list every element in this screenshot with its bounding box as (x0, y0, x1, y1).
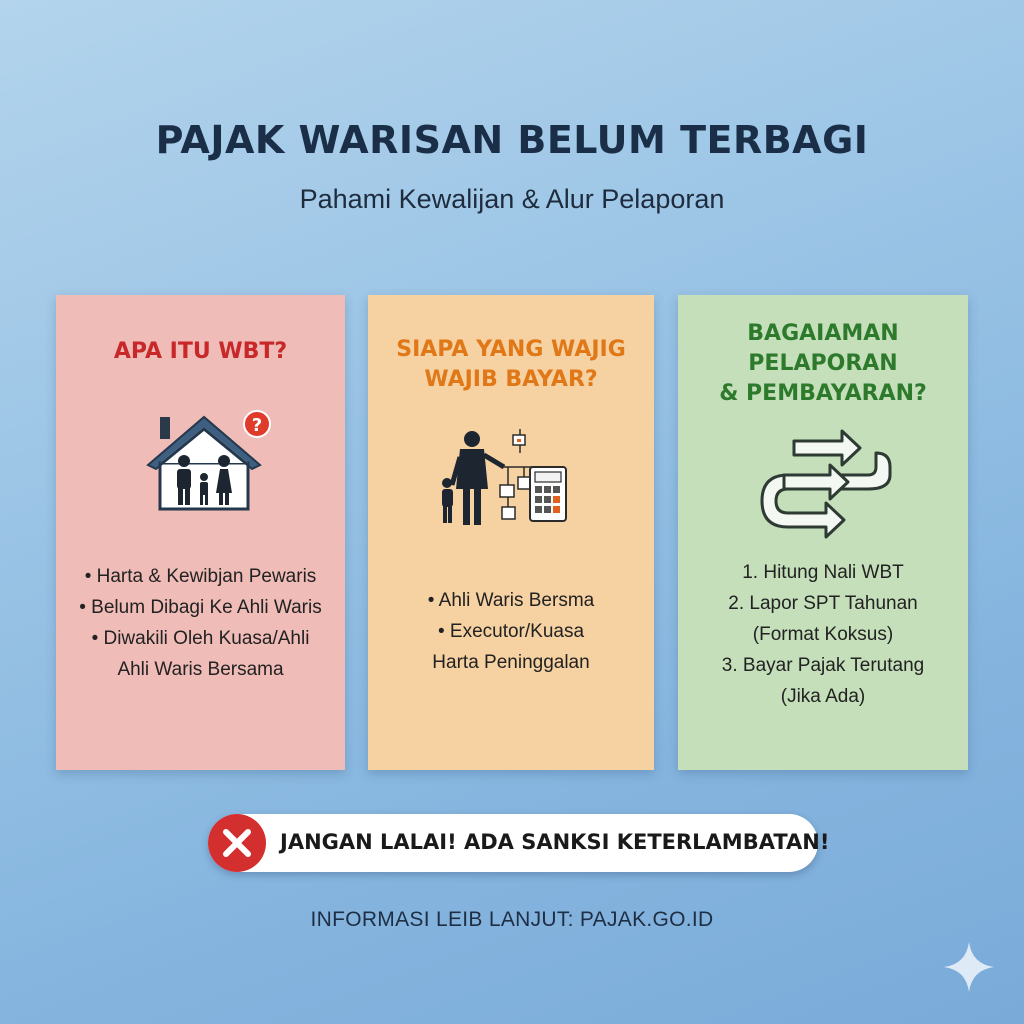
flow-arrows-icon (754, 427, 894, 539)
list-item: 2. Lapor SPT Tahunan (728, 593, 918, 614)
page-title: PAJAK WARISAN BELUM TERBAGI (155, 118, 869, 162)
card-heading-line: PELAPORAN (748, 351, 898, 376)
card-who-pays (368, 295, 654, 770)
card-heading-line: SIAPA YANG WAJIG (396, 337, 626, 362)
list-item: • Executor/Kuasa (437, 621, 585, 642)
card-list (378, 585, 644, 678)
card-what-is-wbt (56, 295, 345, 770)
sparkle-icon (944, 942, 994, 992)
warning-text: JANGAN LALAI! ADA SANKSI KETERLAMBATAN! (280, 830, 830, 854)
warning-banner (208, 814, 830, 872)
person-child-calculator-icon (438, 429, 568, 529)
list-item: Harta Peninggalan (432, 652, 590, 673)
page-subtitle: Pahami Kewalijan & Alur Pelaporan (299, 184, 725, 214)
list-item: Ahli Waris Bersama (117, 659, 284, 680)
list-item: • Belum Dibagi Ke Ahli Waris (79, 597, 322, 618)
card-heading (688, 319, 958, 409)
card-heading-line: BAGAIAMAN (747, 321, 899, 346)
list-item: 1. Hitung Nali WBT (742, 562, 904, 583)
card-reporting-payment (678, 295, 968, 770)
card-heading-line: APA ITU WBT? (113, 339, 288, 364)
svg-text:?: ? (251, 415, 263, 436)
card-heading-line: & PEMBAYARAN? (719, 381, 927, 406)
card-list (688, 557, 958, 712)
list-item: (Jika Ada) (780, 686, 866, 707)
list-item: • Harta & Kewibjan Pewaris (84, 566, 317, 587)
footer-info: INFORMASI LEIB LANJUT: PAJAK.GO.ID (310, 908, 714, 931)
house-family-question-icon (142, 407, 272, 513)
card-heading-line: WAJIB BAYAR? (424, 367, 598, 392)
card-heading (378, 335, 644, 395)
list-item: 3. Bayar Pajak Terutang (721, 655, 925, 676)
list-item: • Diwakili Oleh Kuasa/Ahli (91, 628, 310, 649)
list-item: (Format Koksus) (752, 624, 894, 645)
card-heading (66, 337, 335, 367)
close-x-icon (208, 814, 268, 872)
list-item: • Ahli Waris Bersma (427, 590, 595, 611)
card-list (66, 561, 335, 685)
